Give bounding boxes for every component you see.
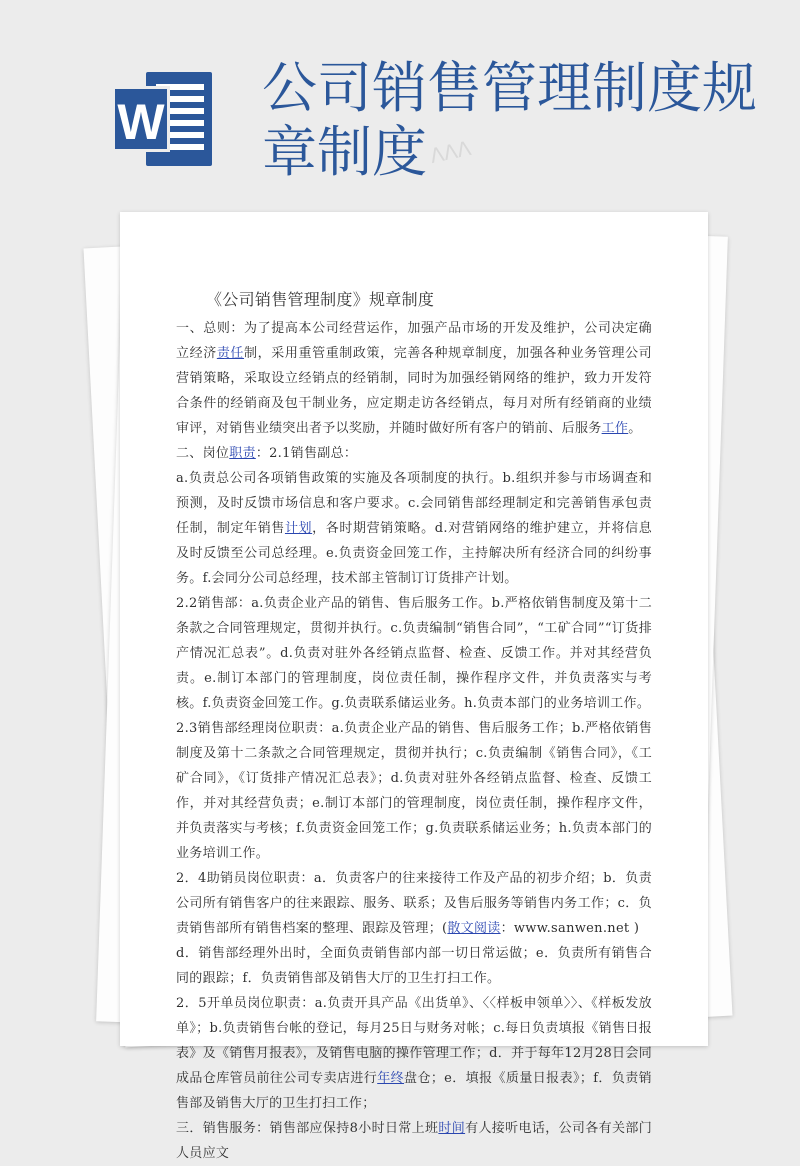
- document-body: [176, 286, 652, 1166]
- text-run: 盘仓；e．填报《质量日报表》；f．负责销售部及销售大厅的卫生打扫工作；: [176, 1071, 652, 1111]
- text-run: 2．5开单员岗位职责：a.负责开具产品《出货单》、〈〈样板申领单〉〉、《样板发放单》；b.负责销售台帐的登记，每月25日与财务对帐；c.每日负责填报《销售日报表》及《销售月报表》，及销售电脑的操作管理工作；d．并于每年12月28日会同成品仓库管员前往公司专卖店进行: [176, 996, 652, 1086]
- text-run: 。: [628, 421, 642, 436]
- text-run: ：www.sanwen.net ): [500, 921, 640, 936]
- paragraph-billing-clerk: [176, 991, 652, 1116]
- word-letter-icon: W: [112, 86, 170, 152]
- link-essay[interactable]: 散文阅读: [447, 921, 501, 936]
- text-run: 一、总则：为了提高本公司经营运作，加强产品市场的开发及维护，公司决定确立经济: [176, 321, 652, 361]
- text-run: d．销售部经理外出时，全面负责销售部内部一切日常运做；e．负责所有销售合同的跟踪；f．负责销售部及销售大厅的卫生打扫工作。: [176, 946, 652, 986]
- link-plan[interactable]: 计划: [284, 521, 313, 536]
- document-title: 《公司销售管理制度》规章制度: [206, 290, 435, 309]
- link-work[interactable]: 工作: [601, 421, 629, 436]
- page-title: 公司销售管理制度规章制度: [262, 56, 758, 184]
- text-run: ，各时期营销策略。d.对营销网络的维护建立，并将信息及时反馈至公司总经理。e.负责资金回笼工作，主持解决所有经济合同的纠纷事务。f.会同分公司总经理，技术部主管制订订货排产计划。: [176, 521, 652, 586]
- paragraph-sales-dept: [176, 591, 652, 716]
- link-time[interactable]: 时间: [438, 1121, 466, 1136]
- watermark: ΛΛΛ: [427, 135, 474, 169]
- paragraph-sales-assistant: [176, 866, 652, 941]
- text-run: 2.2销售部：a.负责企业产品的销售、售后服务工作。b.严格依销售制度及第十二条款之合同管理规定，贯彻并执行。c.负责编制“销售合同”，“工矿合同”“订货排产情况汇总表”。d.负责对驻外各经销点监督、检查、反馈工作。并对其经营负责。e.制订本部门的管理制度，岗位责任制，操作程序文件，并负责落实与考核。f.负责资金回笼工作。g.负责联系储运业务。h.负责本部门的业务培训工作。: [176, 596, 652, 711]
- link-year-end[interactable]: 年终: [377, 1071, 405, 1086]
- text-run: ：2.1销售副总：: [255, 446, 358, 461]
- text-run: 三．销售服务：销售部应保持8小时日常上班: [176, 1121, 439, 1136]
- paragraph-general: [176, 316, 652, 441]
- text-run: 有人接听电话，公司各有关部门人员应文: [176, 1121, 653, 1161]
- text-run: 制，采用重管重制政策，完善各种规章制度，加强各种业务管理公司营销策略，采取设立经销点的经销制，同时为加强经销网络的维护，致力开发符合条件的经销商及包干制业务，应定期走访各经销点，每月对所有经销商的业绩审评，对销售业绩突出者予以奖励，并随时做好所有客户的销前、后服务: [176, 346, 652, 436]
- paragraph-vp-sales: [176, 466, 652, 591]
- text-run: 2.3销售部经理岗位职责：a.负责企业产品的销售、售后服务工作；b.严格依销售制度及第十二条款之合同管理规定，贯彻并执行；c.负责编制《销售合同》，《工矿合同》，《订货排产情况汇总表》；d.负责对驻外各经销点监督、检查、反馈工作，并对其经营负责；e.制订本部门的管理制度，岗位责任制，操作程序文件，并负责落实与考核；f.负责资金回笼工作；g.负责联系储运业务；h.负责本部门的业务培训工作。: [176, 721, 652, 861]
- text-run: 2．4助销员岗位职责：a．负责客户的往来接待工作及产品的初步介绍；b．负责公司所有销售客户的往来跟踪、服务、联系；及售后服务等销售内务工作；c．负责销售部所有销售档案的整理、跟踪及管理；(: [176, 871, 652, 936]
- word-document-icon: [112, 72, 212, 166]
- paragraph-sales-manager: [176, 716, 652, 866]
- text-run: 二、岗位: [176, 446, 230, 461]
- paragraph-sales-service: [176, 1116, 652, 1166]
- text-run: a.负责总公司各项销售政策的实施及各项制度的执行。b.组织并参与市场调查和预测，及时反馈市场信息和客户要求。c.会同销售部经理制定和完善销售承包责任制，制定年销售: [176, 471, 652, 536]
- paragraph-positions: [176, 441, 652, 466]
- link-responsibility[interactable]: 责任: [216, 346, 245, 361]
- link-duties[interactable]: 职责: [229, 446, 256, 461]
- paragraph-assistant-cont: [176, 941, 652, 991]
